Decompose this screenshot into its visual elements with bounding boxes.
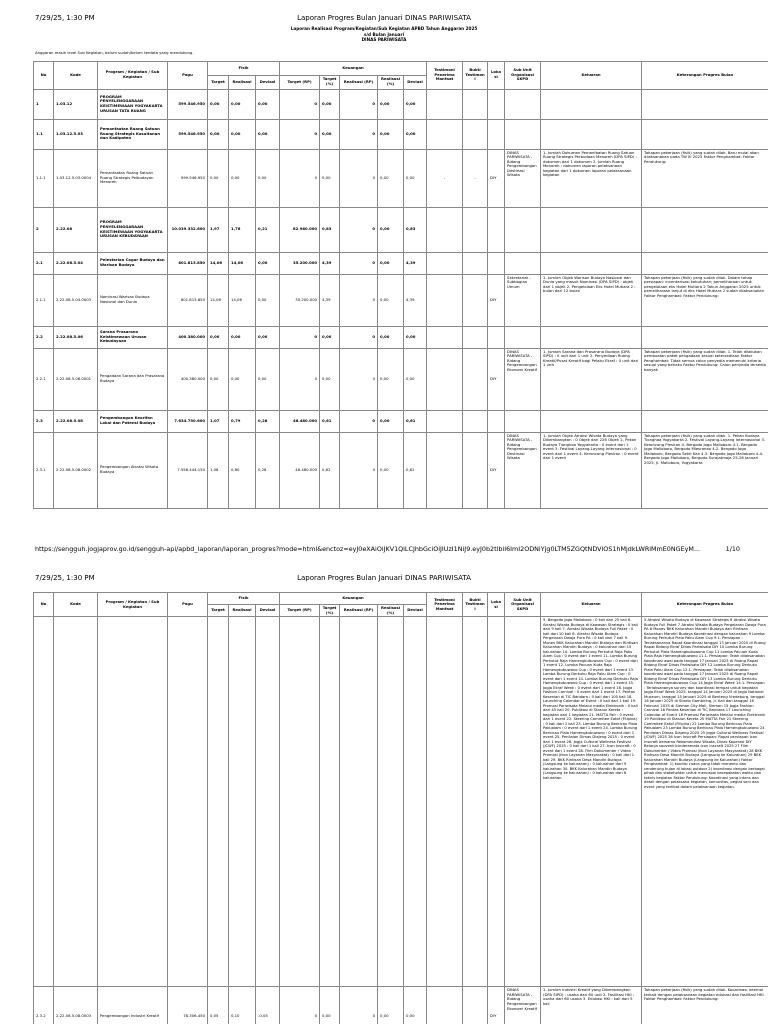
cell-target-pct: 0,00 xyxy=(320,987,340,1024)
col-kode: Kode xyxy=(54,593,98,617)
cell-fisik-target: 1,07 xyxy=(208,410,229,432)
cell-realisasi-pct: 0,00 xyxy=(378,432,404,508)
cell-fisik-deviasi: 0,00 xyxy=(256,274,280,326)
report-subtitle-1: Laporan Realisasi Program/Kegiatan/Sub Kegiatan APBD Tahun Anggaran 2025 xyxy=(290,26,478,31)
cell-no: 1.1 xyxy=(34,119,54,149)
cell-fisik-deviasi: 0,00 xyxy=(256,119,280,149)
report-title: Laporan Progres Bulan Januari DINAS PARIWISATA xyxy=(297,14,471,22)
print-datetime-2: 7/29/25, 1:30 PM xyxy=(35,574,95,582)
cell-deviasi: 0,00 xyxy=(404,89,427,119)
col-program: Program / Kegiatan / Sub Kegiatan xyxy=(98,61,168,89)
col-fisik-realisasi: Realisasi xyxy=(229,75,256,89)
cell-fisik-realisasi: 0,00 xyxy=(229,348,256,410)
cell-target-pct: 0,00 xyxy=(320,119,340,149)
cell-keluaran xyxy=(541,207,642,252)
col-realisasi-rp: Realisasi (RP) xyxy=(340,605,378,617)
keluaran-cell: 5. Bergodo Jogo Malioboro : 0 kali dari 25 kali 6. Atraksi Wisata Budaya di Kawasan Strategis : 0 kali dari 9 kali 7. Atraksi Wisata Budaya Full Paket : 0 kali dari 10 kali 8. Atraksi Wisata Budaya Pergelaran Dwaja Pura PA : 0 kali dari 7 kali 9. Monev BKK Kalurahan Mandiri Budaya dan Rintisan Kalurahan Mandiri Budaya : 0 kalurahan dari 15 kalurahan 10. Lomba Burung Perkutut Raja Paku Alam Cup : 0 event dari 1 event 11. Lomba Burung Perkutut Raja Hamengkubuwono Cup : 0 event dari 1 event 12. Lomba Pacuan Kuda Raja Hamengkubuwono Cup : 0 event dari 1 event 13. Lomba Burung Derkuku Raja Paku Alam Cup : 0 event dari 1 event 14. Lomba Burung Derkuku Raja Hamengkubuwono Cup : 0 event dari 1 event 15. Jogja Ekraf Week : 0 event dari 1 event 16. Jogja Fashion Carnival : 0 event dari 1 event 17. Pentas Kesenian di TIC Bandara : 0 kali dari 100 kali 18. Launching Calendar of Event : 0 kali dari 1 kali 19. Promosi Pariwisata Melalui media Elektronik : 0 kali dari 45 kali 20. Publikasi di Stasiun Kereta : kegiatan dari 1 kegiatan 21. MATTA Fair : 0 event dari 1 event 22. Steering Commitee Eatof (Filipina) : 0 kali dari 1 kali 23. Lomba Burung Berkicau Piala Pakualam : 0 event dari 1 event 24. Lomba Burung Berkicau Piala Hamengkubuwono : 0 event dari 1 event 25. Penilaian Dimas Diajeng 2025 : 0 event dari 1 event 26. Jogja Cultural Wellness Festival (JCWF) 2025 : 0 kali dari 1 kali 27. Icon Inscraft : 0 event dari 1 event 28. Film Dokumenter / Video Promosi (Ikon Layanan Masyarakat) : 0 kali dari 1 kali 29. BKK Rintisan Desa Mandiri Budaya (Langsung ke kalurahan) : 0 kalurahan dari 9 kalurahan 30. BKK Kalurahan Mandiri Budaya (Langsung ke kalurahan) : 0 kalurahan dari 6 kalurahan xyxy=(541,617,642,987)
cell-target-rp: 46.480.000 xyxy=(280,432,320,508)
cell-no: 2 xyxy=(34,207,54,252)
cell-testimoni xyxy=(427,207,463,252)
report-table-2 xyxy=(33,592,768,1024)
col-lokasi: Lokasi xyxy=(488,593,505,617)
cell-keterangan xyxy=(642,119,768,149)
cell-fisik-realisasi: 14,06 xyxy=(229,252,256,274)
report-subtitle-2: s/d Bulan Januari xyxy=(363,31,405,37)
cell-lokasi xyxy=(488,119,505,149)
table-body-2 xyxy=(34,617,768,1024)
cell-realisasi-pct: 0,00 xyxy=(378,274,404,326)
cell-fisik-target: 0,00 xyxy=(208,149,229,207)
cell-fisik-target: 0,00 xyxy=(208,119,229,149)
cell-keluaran xyxy=(541,89,642,119)
cell-keterangan xyxy=(642,252,768,274)
cell-sub-unit xyxy=(505,207,541,252)
cell-program: Pengembangan Atraksi Wisata Budaya xyxy=(98,432,168,508)
cell-realisasi-pct: 0,00 xyxy=(378,89,404,119)
cell-deviasi: 0,00 xyxy=(404,149,427,207)
table-body xyxy=(34,89,768,508)
cell-kode: 2.22.08.5.04.0003 xyxy=(54,274,98,326)
col-kode: Kode xyxy=(54,61,98,89)
cell-bukti xyxy=(463,274,488,326)
cell-keluaran: 1. Jumlah Sarana dan Prasarana Budaya (DPA SIPD) : 0 unit dari 1 unit 2. Penyediaan Ruang Kreatif/Pusat Kreatif bagi Pelaku Ekraf : 0 unit dari 1 unit xyxy=(541,348,642,410)
footer-url[interactable]: https://sengguh.jogjaprov.go.id/sengguh-api/apbd_laporan/laporan_progres?mode=html&enctoz=eyJ0eXAiOiJKV1QiLCJhbGciOiJIUzI1NiJ9.eyJ0b2tlbiI6ImI2ODNiYjg0LTM5ZGQtNDVlOS1hMjdkLWRlMmE0NGEyM... xyxy=(35,545,701,553)
cell-keluaran: 1. Jumlah Objek Atraksi Wisata Budaya yang Dikembangkan : 0 Objek dari 226 Objek 2. Pekan Budaya Tionghoa Yogyakarta : 0 event dari 1 event 3. Festival Layang-Layang Internasional : 0 event dari 1 event 4. Keroncong Plesiran : 0 event dari 1 event xyxy=(541,432,642,508)
cell-keterangan: Tahapan pekerjaan (fisik) yang sudah dilak. Baru mulai akan dilaksanakan pada TW III 2025 Faktor Penghambat: Faktor Pendukung: xyxy=(642,149,768,207)
cell-target-rp: 0 xyxy=(280,89,320,119)
cell-deviasi: 0,00 xyxy=(404,348,427,410)
cell-realisasi-pct: 0,00 xyxy=(378,348,404,410)
cell-keluaran: 1. Jumlah Dokumen Pemanfaatan Ruang Satuan Ruang Strategis Perbudaan Menoreh (DPA SIPD) : dokumen dari 1 dokumen 2. Jumlah Ruang Menoreh : dokumen laporan pelaksanaan kegiatan dari 1 dokumen laporan pelaksanaan kegiatan xyxy=(541,149,642,207)
cell-target-pct: 0,61 xyxy=(320,410,340,432)
cell-testimoni xyxy=(427,274,463,326)
cell-realisasi-rp: 0 xyxy=(340,326,378,348)
page-header xyxy=(0,0,768,26)
report-table xyxy=(33,61,768,509)
cell-program: Pengembangan Industri Kreatif xyxy=(98,987,168,1024)
cell-keterangan xyxy=(642,207,768,252)
col-keterangan: Keterangan Progres Bulan xyxy=(642,593,768,617)
cell-fisik-deviasi: 0,00 xyxy=(256,149,280,207)
cell-fisik-realisasi: 0,79 xyxy=(229,410,256,432)
cell-pagu: 400.380.000 xyxy=(168,326,208,348)
col-sub-unit: Sub Unit Organisasi SKPD xyxy=(505,61,541,89)
cell-no: 2.2.1 xyxy=(34,348,54,410)
cell-kode: 2.22.08.5.08.0002 xyxy=(54,432,98,508)
cell-testimoni xyxy=(427,432,463,508)
cell-deviasi: 0,62 xyxy=(404,432,427,508)
cell-realisasi-rp: 0 xyxy=(340,432,378,508)
keterangan-cell: 5 Atraksi Wisata Budaya di Kawasan Strategis 6 Atraksi Wisata Budaya Full Paket 7 Atraksi Wisata Budaya Pergelaran Dwaja Pura PA 8 Monev BKK Kalurahan Mandiri Budaya dan Rintisan Kalurahan Mandiri Budaya Koordinasi dengan kalurahan 9 Lomba Burung Perkutut Piala Paku Alam Cup 9.1. Persiapan : Terlaksananya Rapat Koordinasi tanggal 13 Januari 2025 di Ruang Rapat Bidang Ekraf Dinas Pariwisata DIY 10 Lomba Burung Perkutut Piala Hamengkubuwono Cup 11 Lomba Pacuan Kuda Piala Raja Hamengkubuwono 11.1. Persiapan: Telah dilaksanakan koordinasi awal pada tanggal 17 Januari 2025 di Ruang Rapat Bidang Ekraf Dinas Pariwisata DIY 12 Lomba Burung Derkuku Piala Paku Alam Cup 12.1. Persiapan: Telah dilaksanakan koordinasi awal pada tanggal 17 Januari 2025 di Ruang Rapat Bidang Ekraf Dinas Pariwisata DIY 13 Lomba Burung Derkuku Piala Hamengkubuwono Cup 14 Jogja Ekraf Week 14.1. Persiapan : Terlaksananya survey dan koordinasi tempat untuk kegiatan Jogja Ekraf Week 2025, tanggal 14 Januari 2025 di Jogja National Museum, tanggal 15 Januari 2025 di Benteng Vredeburg, tanggal 16 Januari 2025 di Studio Gambiring, Jl. Kali dan tanggal 16 Februari 2025 di Siemon City Mall, Sleman 15 Jogja Fashion Carnival 16 Pentas Kesenian di TIC Bandara 17 Launching Calendar of Event 18 Promosi Pariwisata Melalui media Elektronik 19 Publikasi di Stasiun Kereta 20 MATTA Fair 21 Steering Commitee Eatof (Filipina) 22 Lomba Burung Berkicau Piala Pakualam 23 Lomba Burung Berkicau Piala Hamengkubuwono 24 Penilaian Dimas Diajeng 2025 25 Jogja Cultural Wellness Festival (JCWF) 2025 26 Icon Inscraft Persiapan: Rapat persiapan Icon Inscraft bersama Rekomendasi Wisata, Dinas Koperasi DIY Belanja souvenir/cinderamata Icon Inscraft 2025 27 Film Dokumenter / Video Promosi (Ikon Layanan Masyarakat) 28 BKK Rintisan Desa Mandiri Budaya (Langsung ke Kalurahan) 29 BKK Kalurahan Mandiri Budaya (Langsung ke Kalurahan) Faktor Penghambat: 1) kondisi cuaca yang tidak menentu dan cenderung hujan di lokasi outdoor 2) koordinasi dengan berbagai pihak dan stakeholder untuk mencapai kesepakatan waktu dan teknis kegiatan Faktor Pendukung: Koordinasi yang intens dan detail dengan pelaksana kegiatan, komunitas, pegiat seni dan event yang terlibat dalam pelaksanaan kegiatan. xyxy=(642,617,768,987)
cell-fisik-deviasi: 0,21 xyxy=(256,207,280,252)
cell-target-rp: 0 xyxy=(280,348,320,410)
cell-fisik-target: 0,00 xyxy=(208,326,229,348)
cell-pagu: 10.039.332.600 xyxy=(168,207,208,252)
cell-realisasi-rp: 0 xyxy=(340,119,378,149)
cell-deviasi: 4,39 xyxy=(404,252,427,274)
cell-pagu: 801.813.850 xyxy=(168,252,208,274)
table-header-2 xyxy=(34,593,768,617)
cell-sub-unit: DINAS PARIWISATA - Bidang Pengembangan Ekonomi Kreatif xyxy=(505,348,541,410)
cell-no: 1.1.1 xyxy=(34,149,54,207)
cell-fisik-deviasi: 0,00 xyxy=(256,89,280,119)
table-row-last xyxy=(34,987,768,1024)
cell-sub-unit: DINAS PARIWISATA - Bidang Pengembangan Destinasi Wisata xyxy=(505,149,541,207)
cell-target-rp: 0 xyxy=(280,119,320,149)
cell-fisik-realisasi: 1,76 xyxy=(229,207,256,252)
cell-lokasi: DIY xyxy=(488,274,505,326)
cell-testimoni xyxy=(427,348,463,410)
col-target-pct: Target (%) xyxy=(320,75,340,89)
cell-fisik-deviasi: 0,00 xyxy=(256,252,280,274)
col-fisik-target: Target xyxy=(208,605,229,617)
table-row xyxy=(34,432,768,508)
cell-fisik-realisasi: 0,00 xyxy=(229,89,256,119)
cell-fisik-target: 14,06 xyxy=(208,274,229,326)
col-sub-unit: Sub Unit Organisasi SKPD xyxy=(505,593,541,617)
cell-keluaran: 1. Jumlah Objek Warisan Budaya Nasional dan Dunia yang masuk Nominasi (DPA SIPD) : objek dari 1 objek 2. Pengelolaan Eks Hotel Mutiara 2 : bulan dari 12 bulan xyxy=(541,274,642,326)
col-testimoni: Testimoni Penerima Manfaat xyxy=(427,61,463,89)
cell-realisasi-rp: 0 xyxy=(340,149,378,207)
cell-keterangan xyxy=(642,326,768,348)
cell-fisik-deviasi: 0,28 xyxy=(256,410,280,432)
cell-target-pct: 0,00 xyxy=(320,149,340,207)
report-title-2: Laporan Progres Bulan Januari DINAS PARIWISATA xyxy=(297,574,471,582)
cell-lokasi xyxy=(488,252,505,274)
cell-kode: 2.22.08.5.06.0001 xyxy=(54,348,98,410)
cell-program: Pemanfaatan Ruang Satuan Ruang Strategis Kasultanan dan Kadipaten xyxy=(98,119,168,149)
cell-target-rp: 0 xyxy=(280,326,320,348)
cell-fisik-deviasi: 0,00 xyxy=(256,348,280,410)
col-target-rp: Target (RP) xyxy=(280,605,320,617)
cell-realisasi-pct: 0,00 xyxy=(378,252,404,274)
table-row xyxy=(34,348,768,410)
cell-program: Pelestarian Cagar Budaya dan Warisan Budaya xyxy=(98,252,168,274)
cell-bukti: - xyxy=(463,149,488,207)
table-row-continuation xyxy=(34,617,768,987)
col-keuangan: Keuangan xyxy=(280,61,427,75)
cell-bukti xyxy=(463,410,488,432)
col-pagu: Pagu xyxy=(168,61,208,89)
cell-bukti xyxy=(463,119,488,149)
cell-target-rp: 35.200.000 xyxy=(280,274,320,326)
cell-realisasi-pct: 0,00 xyxy=(378,119,404,149)
table-row xyxy=(34,149,768,207)
cell-deviasi: 4,39 xyxy=(404,274,427,326)
cell-lokasi: DIY xyxy=(488,987,505,1024)
cell-realisasi-pct: 0,00 xyxy=(378,410,404,432)
cell-kode: 2.22.08 xyxy=(54,207,98,252)
cell-target-rp: 0 xyxy=(280,987,320,1024)
col-fisik-deviasi: Deviasi xyxy=(256,605,280,617)
cell-realisasi-rp: 0 xyxy=(340,274,378,326)
cell-sub-unit xyxy=(505,89,541,119)
col-keluaran: Keluaran xyxy=(541,593,642,617)
cell-program: Nominasi Warisan Budaya Nasional dan Dunia xyxy=(98,274,168,326)
cell-keluaran xyxy=(541,119,642,149)
cell-keluaran: 1. Jumlah Industri Kreatif yang Dikembangkan (DPA SIPD) : usaha dari 60 unit 2. Fasilitasi HKI : usaha dari 60 usaha 3. Edukasi HKI : kali dari 5 kali xyxy=(541,987,642,1024)
cell-realisasi-rp: 0 xyxy=(340,89,378,119)
cell-realisasi-rp: 0 xyxy=(340,987,378,1024)
col-pagu: Pagu xyxy=(168,593,208,617)
cell-target-pct: 0,83 xyxy=(320,207,340,252)
cell-kode: 2.22.08.5.08.0003 xyxy=(54,987,98,1024)
cell-sub-unit xyxy=(505,119,541,149)
footer-page-number: 1/10 xyxy=(725,545,740,553)
col-realisasi-rp: Realisasi (RP) xyxy=(340,75,378,89)
page-footer xyxy=(35,545,740,553)
cell-program: Pengadaan Sarana dan Prasarana Budaya xyxy=(98,348,168,410)
col-keuangan: Keuangan xyxy=(280,593,427,605)
col-fisik-target: Target xyxy=(208,75,229,89)
cell-program: Pengembangan Kearifan Lokal dan Potensi Budaya xyxy=(98,410,168,432)
cell-target-pct: 4,39 xyxy=(320,252,340,274)
cell-fisik-realisasi: 14,06 xyxy=(229,274,256,326)
cell-fisik-target: 0,05 xyxy=(208,987,229,1024)
cell-no: 2.3.1 xyxy=(34,432,54,508)
col-bukti: Bukti Testimoni xyxy=(463,593,488,617)
cell-lokasi xyxy=(488,207,505,252)
col-no: No xyxy=(34,593,54,617)
cell-sub-unit xyxy=(505,252,541,274)
cell-fisik-target: 1,97 xyxy=(208,207,229,252)
cell-target-rp: 35.200.000 xyxy=(280,252,320,274)
cell-deviasi: 0,83 xyxy=(404,207,427,252)
cell-fisik-target: 0,00 xyxy=(208,89,229,119)
cell-realisasi-rp: 0 xyxy=(340,410,378,432)
cell-fisik-realisasi: 0,00 xyxy=(229,326,256,348)
table-row xyxy=(34,274,768,326)
cell-program: PROGRAM PENYELENGGARAAN KEISTIMEWAAN YOGYAKARTA URUSAN KEBUDAYAAN xyxy=(98,207,168,252)
cell-kode: 2.22.08.5.06 xyxy=(54,326,98,348)
cell-bukti xyxy=(463,326,488,348)
cell-target-pct: 4,39 xyxy=(320,274,340,326)
table-header xyxy=(34,61,768,89)
cell-target-pct: 0,00 xyxy=(320,89,340,119)
cell-realisasi-rp: 0 xyxy=(340,348,378,410)
cell-program: PROGRAM PENYELENGGARAAN KEISTIMEWAAN YOGYAKARTA URUSAN TATA RUANG xyxy=(98,89,168,119)
cell-fisik-realisasi: 0,00 xyxy=(229,149,256,207)
cell-bukti xyxy=(463,207,488,252)
cell-target-pct: 0,62 xyxy=(320,432,340,508)
cell-pagu: 7.556.444.150 xyxy=(168,432,208,508)
cell-lokasi xyxy=(488,89,505,119)
cell-bukti xyxy=(463,348,488,410)
col-keu-deviasi: Deviasi xyxy=(404,605,427,617)
cell-deviasi: 0,00 xyxy=(404,326,427,348)
cell-sub-unit: Sekretariat - Subbagian Umum xyxy=(505,274,541,326)
cell-sub-unit: DINAS PARIWISATA - Bidang Pengembangan Destinasi Wisata xyxy=(505,432,541,508)
cell-kode: 2.22.08.5.04 xyxy=(54,252,98,274)
cell-testimoni: - xyxy=(427,149,463,207)
cell-fisik-deviasi: -0,05 xyxy=(256,987,280,1024)
cell-pagu: 599.546.950 xyxy=(168,149,208,207)
budget-note: Anggaran masih level Sub Kegiatan, belum sudah/belum terdata yang mendukung. xyxy=(35,49,194,55)
table-row xyxy=(34,410,768,432)
cell-lokasi: DIY xyxy=(488,348,505,410)
cell-no: 2.3.2 xyxy=(34,987,54,1024)
cell-realisasi-rp: 0 xyxy=(340,252,378,274)
cell-fisik-realisasi: 0,80 xyxy=(229,432,256,508)
cell-realisasi-pct: 0,00 xyxy=(378,987,404,1024)
cell-sub-unit: DINAS PARIWISATA - Bidang Pengembangan Ekonomi Kreatif xyxy=(505,987,541,1024)
cell-bukti xyxy=(463,89,488,119)
cell-program: Pemanfaatan Ruang Satuan Ruang Strategis Pelbudayan Menoreh xyxy=(98,149,168,207)
cell-pagu: 400.380.000 xyxy=(168,348,208,410)
cell-keluaran xyxy=(541,410,642,432)
col-bukti: Bukti Testimoni xyxy=(463,61,488,89)
cell-kode: 1.03.12 xyxy=(54,89,98,119)
cell-realisasi-pct: 0,00 xyxy=(378,149,404,207)
col-target-pct: Target (%) xyxy=(320,605,340,617)
print-datetime: 7/29/25, 1:30 PM xyxy=(35,14,95,22)
col-target-rp: Target (RP) xyxy=(280,75,320,89)
col-realisasi-pct: Realisasi (%) xyxy=(378,605,404,617)
cell-keterangan: Tahapan pekerjaan (fisik) yang sudah dilak. 1. Pekan Budaya Tionghoa Yogyakarta 2. Festival Layang-Layang Internasional 3. Keroncong Plesiran 4. Bergodo Jogo Malioboro 4.1. Bergodo Jogo Malioboro, Bergodo Mlesraneo 4.2. Bergodo Jogo Malioboro, Bergodo Sekti Kan 4.3. Bergodo Jogo Malioboro 4.4. Bergodo Jogo Malioboro, Bergodo Surajatmaja 25-26 Januari 2025, Jl. Malioboro, Yogyakarta xyxy=(642,432,768,508)
col-no: No xyxy=(34,61,54,89)
cell-deviasi: 0,61 xyxy=(404,410,427,432)
cell-sub-unit xyxy=(505,326,541,348)
page-2-header xyxy=(0,570,768,586)
cell-bukti xyxy=(463,432,488,508)
col-keluaran: Keluaran xyxy=(541,61,642,89)
cell-target-rp: 82.980.000 xyxy=(280,207,320,252)
cell-testimoni xyxy=(427,119,463,149)
cell-fisik-deviasi: 0,00 xyxy=(256,326,280,348)
col-realisasi-pct: Realisasi (%) xyxy=(378,75,404,89)
cell-pagu: 78.306.450 xyxy=(168,987,208,1024)
cell-target-rp: 0 xyxy=(280,149,320,207)
cell-bukti xyxy=(463,252,488,274)
cell-fisik-realisasi: 0,10 xyxy=(229,987,256,1024)
cell-keluaran xyxy=(541,252,642,274)
cell-kode: 1.03.12.5.03.0004 xyxy=(54,149,98,207)
cell-fisik-target: 14,06 xyxy=(208,252,229,274)
cell-testimoni xyxy=(427,410,463,432)
cell-keterangan xyxy=(642,89,768,119)
cell-realisasi-pct: 0,00 xyxy=(378,207,404,252)
col-lokasi: Lokasi xyxy=(488,61,505,89)
col-fisik: Fisik xyxy=(208,593,280,605)
cell-fisik-target: 1,08 xyxy=(208,432,229,508)
cell-lokasi: DIY xyxy=(488,149,505,207)
col-testimoni: Testimoni Penerima Manfaat xyxy=(427,593,463,617)
cell-fisik-target: 0,00 xyxy=(208,348,229,410)
cell-kode: 2.22.08.5.08 xyxy=(54,410,98,432)
table-row xyxy=(34,252,768,274)
table-row xyxy=(34,119,768,149)
cell-testimoni xyxy=(427,326,463,348)
cell-target-pct: 0,00 xyxy=(320,326,340,348)
cell-fisik-deviasi: 0,28 xyxy=(256,432,280,508)
cell-lokasi: DIY xyxy=(488,432,505,508)
cell-pagu: 7.634.750.600 xyxy=(168,410,208,432)
cell-keterangan: Tahapan pekerjaan (fisik) yang sudah dilak. Koordinasi internal terkait dengan pelaksanaan kegiatan edukasi dan fasilitasi HKI Faktor Penghambat: Faktor Pendukung: xyxy=(642,987,768,1024)
cell-fisik-realisasi: 0,00 xyxy=(229,119,256,149)
cell-keterangan xyxy=(642,410,768,432)
cell-no: 2.1.1 xyxy=(34,274,54,326)
col-fisik-realisasi: Realisasi xyxy=(229,605,256,617)
cell-no: 2.1 xyxy=(34,252,54,274)
cell-no: 2.3 xyxy=(34,410,54,432)
cell-testimoni xyxy=(427,252,463,274)
cell-lokasi xyxy=(488,410,505,432)
col-program: Program / Kegiatan / Sub Kegiatan xyxy=(98,593,168,617)
cell-program: Sarana Prasarana Keistimewaan Urusan Kebudayaan xyxy=(98,326,168,348)
table-row xyxy=(34,89,768,119)
cell-deviasi: 0,00 xyxy=(404,119,427,149)
cell-keluaran xyxy=(541,326,642,348)
page-2 xyxy=(0,570,768,1024)
table-row xyxy=(34,207,768,252)
cell-keterangan: Tahapan pekerjaan (fisik) yang sudah dilak. 1. Telah dilakukan pembuatan paket pengadaan sesuai ketersediaan Faktor Penghambat: Tidak semua calon penyedia memenuhi kriteria sesuai yang berlaku Faktor Pendukung: Calon penyedia tersedia banyak xyxy=(642,348,768,410)
col-keu-deviasi: Deviasi xyxy=(404,75,427,89)
cell-target-pct: 0,00 xyxy=(320,348,340,410)
table-row xyxy=(34,326,768,348)
cell-kode: 1.03.12.5.03 xyxy=(54,119,98,149)
cell-pagu: 599.546.950 xyxy=(168,119,208,149)
cell-sub-unit xyxy=(505,410,541,432)
col-keterangan: Keterangan Progres Bulan xyxy=(642,61,768,89)
cell-deviasi: 0,00 xyxy=(404,987,427,1024)
cell-lokasi xyxy=(488,326,505,348)
cell-no: 2.2 xyxy=(34,326,54,348)
cell-no: 1 xyxy=(34,89,54,119)
cell-realisasi-rp: 0 xyxy=(340,207,378,252)
col-fisik: Fisik xyxy=(208,61,280,75)
col-fisik-deviasi: Deviasi xyxy=(256,75,280,89)
cell-pagu: 801.813.850 xyxy=(168,274,208,326)
cell-target-rp: 46.480.000 xyxy=(280,410,320,432)
cell-testimoni xyxy=(427,89,463,119)
cell-realisasi-pct: 0,00 xyxy=(378,326,404,348)
report-subtitle-3: DINAS PARIWISATA xyxy=(361,37,407,42)
cell-pagu: 599.546.950 xyxy=(168,89,208,119)
cell-keterangan: Tahapan pekerjaan (fisik) yang sudah dilak. Dalam tahap persiapan: inventarisasi kebutuhan; pemeliharaan untuk pengelolaan eks Hotel Mutiara 2 Tahun Anggaran 2025 untuk pemeliharaan lanjut di eks Hotel Mutiara 2 sudah dilaksanakan Faktor Penghambat: Faktor Pendukung: xyxy=(642,274,768,326)
